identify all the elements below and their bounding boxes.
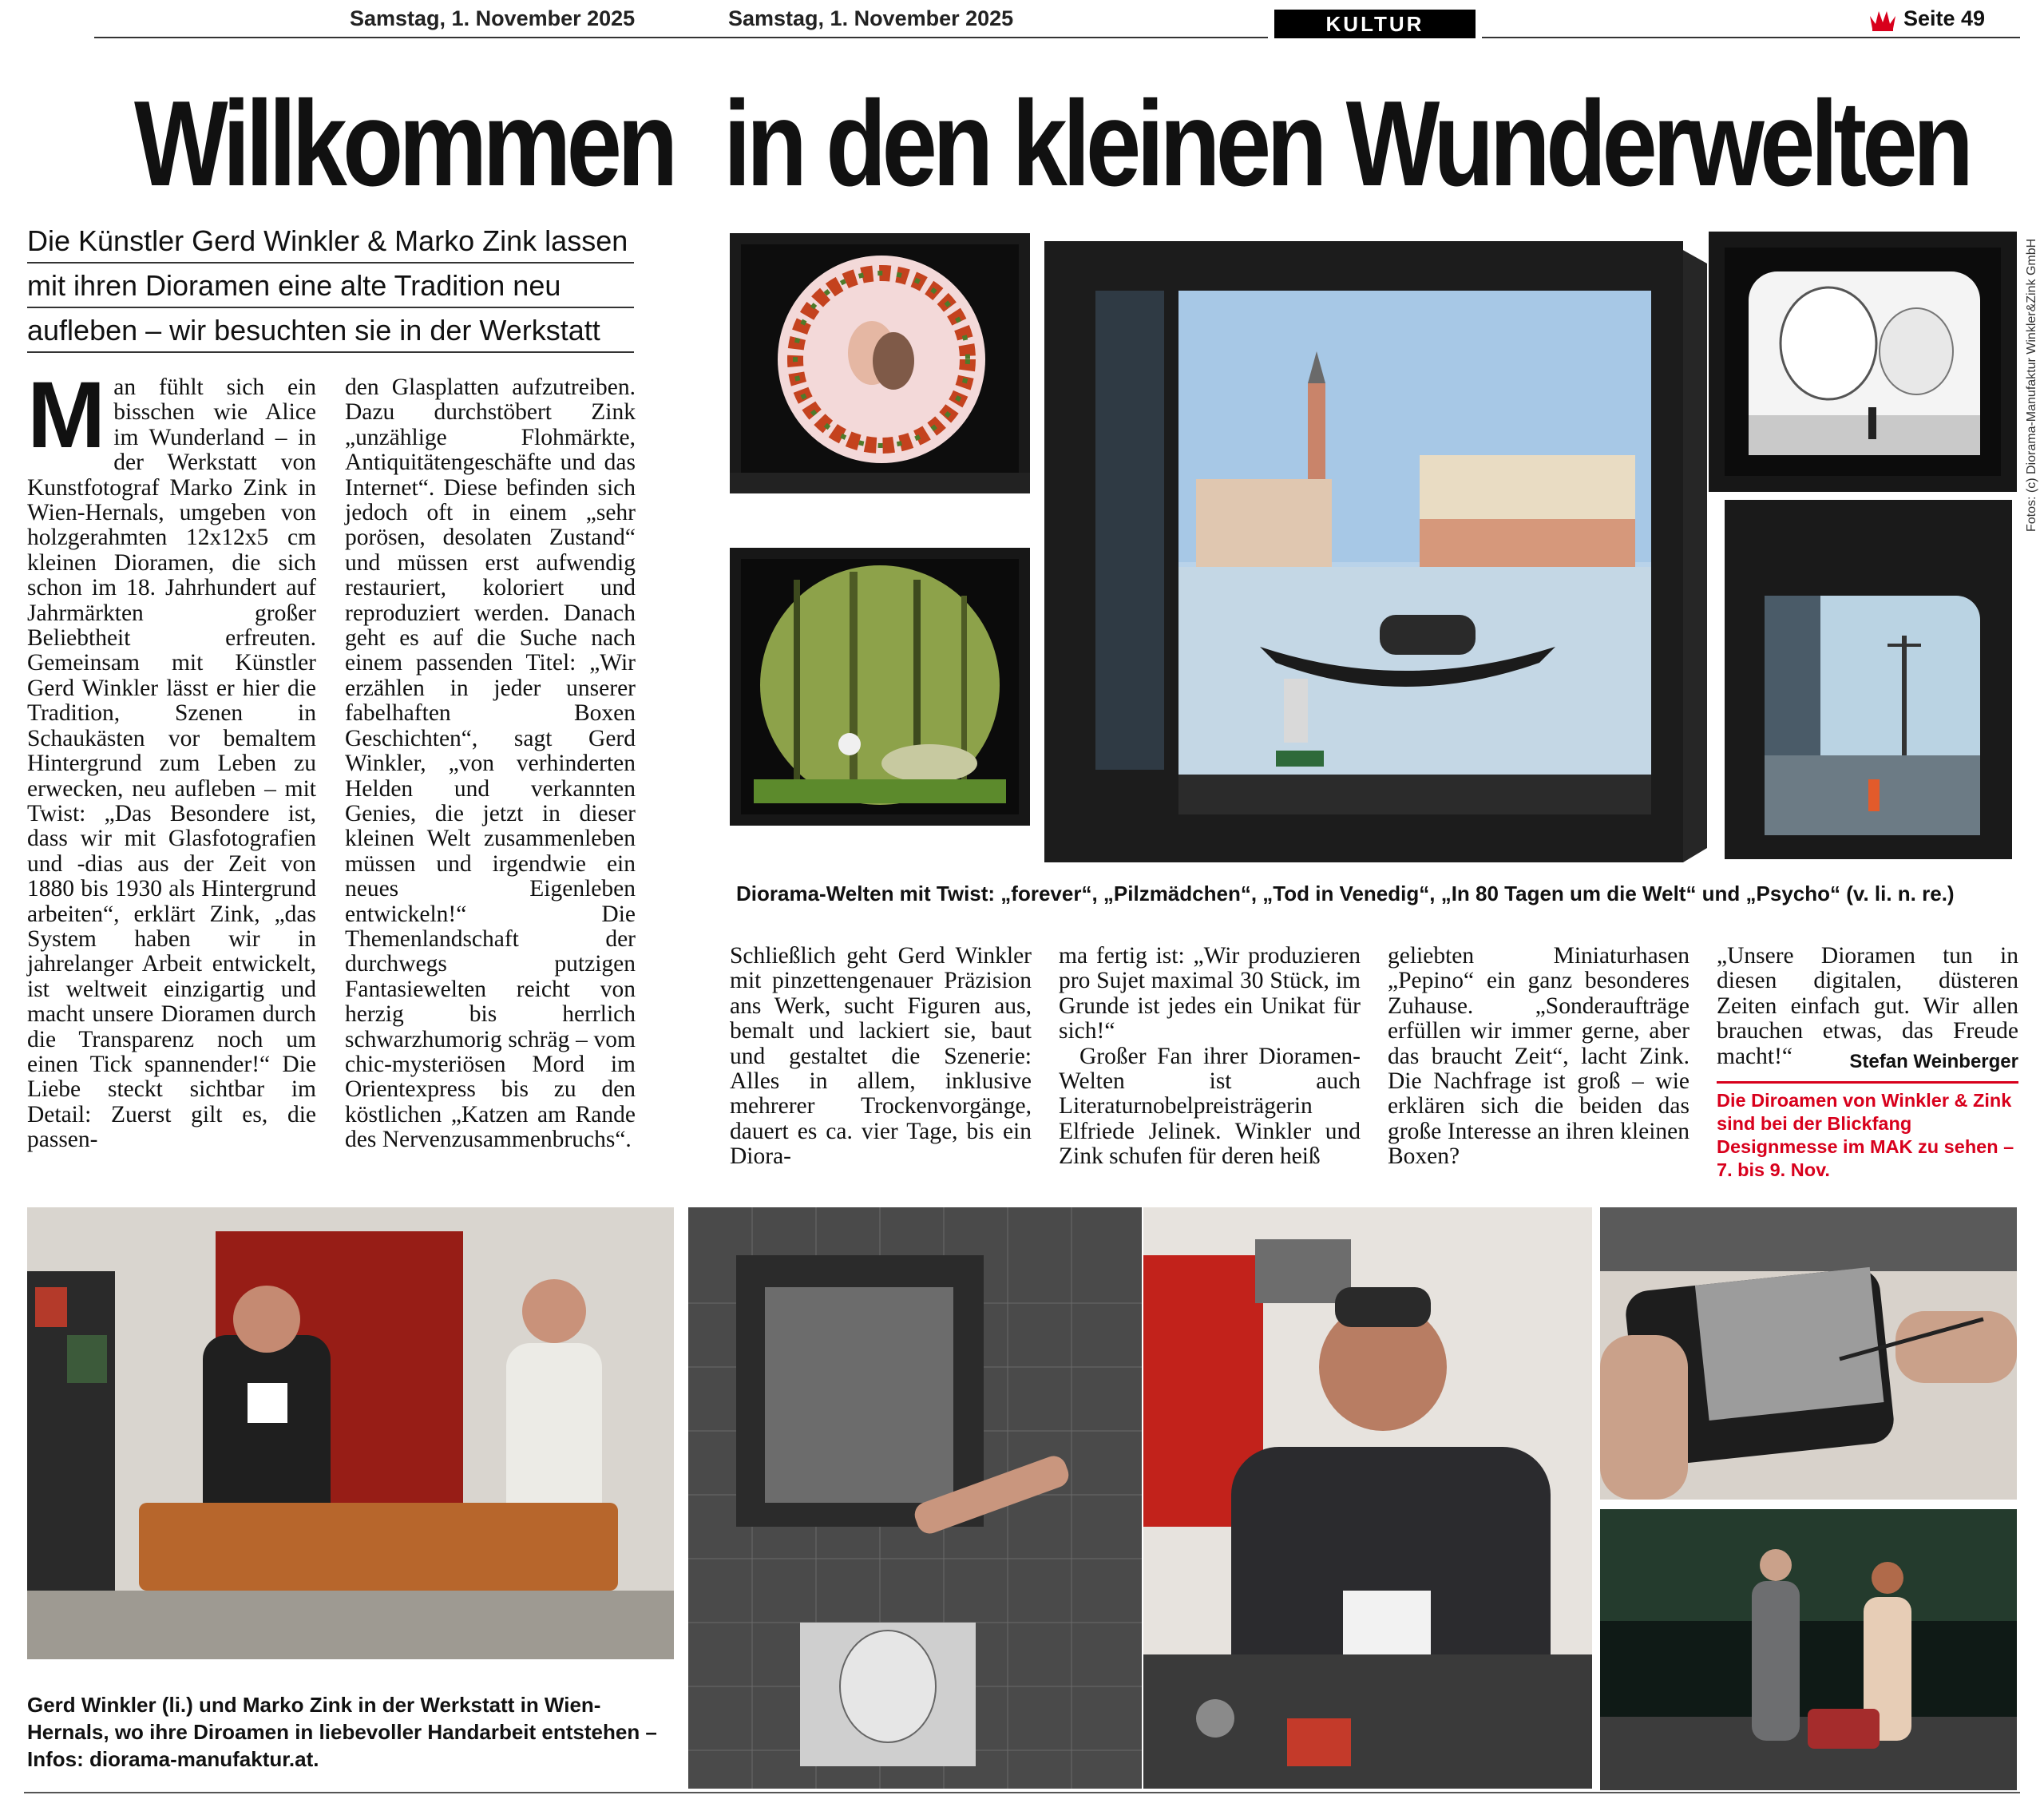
column-text: ma fertig ist: „Wir produzieren pro Sujet maximal 30 Stück, im Grunde ist jedes ein Unikat für sich!“	[1059, 943, 1361, 1044]
column-text: Großer Fan ihrer Dioramen-Welten ist auch Literaturnobelpreisträgerin Elfriede Jelinek. Winkler und Zink schufen für deren heiß	[1059, 1043, 1361, 1170]
headline-part2: in den kleinen Wunderwelten	[723, 76, 1970, 212]
photo-diorama-pilzmaedchen	[730, 548, 1030, 826]
column-text: geliebten Miniaturhasen „Pepino“ ein ganz besonderes Zuhause. „Sonderaufträge erfüllen wir immer gerne, aber das braucht Zeit“, lacht Zink. Die Nachfrage ist groß – wie erklären sich die beiden das große Interesse an ihren kleinen Boxen?	[1388, 943, 1689, 1170]
photo-credit: Fotos: (c) Diorama-Manufaktur Winkler&Zink GmbH	[2025, 238, 2038, 532]
caption-dioramas: Diorama-Welten mit Twist: „forever“, „Pilzmädchen“, „Tod in Venedig“, „In 80 Tagen um die Welt“ und „Psycho“ (v. li. n. re.)	[736, 882, 1955, 905]
crown-icon	[1868, 8, 1897, 32]
subheadline	[27, 220, 634, 356]
photo-workshop-artists	[27, 1207, 674, 1659]
subheadline-line: mit ihren Dioramen eine alte Tradition neu	[27, 265, 634, 308]
headline-part1: Willkommen	[134, 76, 674, 212]
event-info: Die Diroamen von Winkler & Zink sind bei der Blickfang Designmesse im MAK zu sehen – 7. bis 9. Nov.	[1717, 1090, 2014, 1180]
article-column-4	[1059, 944, 1361, 1170]
photo-diorama-80-tagen	[1709, 232, 2017, 492]
photo-diorama-tod-in-venedig	[1044, 232, 1707, 862]
article-column-6	[1717, 944, 2018, 1074]
header-date-left: Samstag, 1. November 2025	[350, 6, 636, 30]
photo-workshop-figures	[1600, 1509, 2017, 1790]
section-label: KULTUR	[1274, 10, 1476, 38]
article-column-5	[1388, 944, 1689, 1170]
photo-workshop-tweezers	[688, 1207, 1142, 1789]
photo-diorama-psycho	[1717, 492, 2017, 864]
drop-cap: M	[27, 363, 106, 468]
article-column-1	[27, 363, 316, 1153]
photo-workshop-painting	[1600, 1207, 2017, 1500]
column-text: Schließlich geht Gerd Winkler mit pinzettengenauer Präzision ans Werk, sucht Figuren aus, bemalt und lackiert sie, baut und gestaltet die Szenerie: Alles in allem, inklusive mehrerer Trockenvorgänge, dauert es ca. vier Tage, bis ein Diora-	[730, 943, 1032, 1170]
info-rule	[1717, 1081, 2018, 1084]
column-text: an fühlt sich ein bisschen wie Alice im Wunderland – in der Werkstatt von Kunstfotograf Marko Zink in Wien-Hernals, umgeben von holzgerahmten 12x12x5 cm kleinen Dioramen, die sich schon im 18. Jahrhundert auf Jahrmärkten großer Beliebtheit erfreuten. Gemeinsam mit Künstler Gerd Winkler lässt er hier die Tradition, Szenen in Schaukästen vor bemaltem Hintergrund zum Leben zu erwecken, neu aufleben – mit Twist: „Das Besondere ist, dass wir mit Glasfotografien und -dias aus der Zeit von 1880 bis 1930 als Hintergrund arbeiten“, erklärt Zink, „das System haben wir in jahrelanger Arbeit entwickelt, ist weltweit einzigartig und macht unsere Dioramen durch die Transparenz noch um einen Tick spannender!“ Die Liebe steckt sichtbar im Detail: Zuerst gilt es, die passen-	[27, 374, 316, 1153]
bottom-rule	[24, 1792, 2020, 1793]
subheadline-line: aufleben – wir besuchten sie in der Werkstatt	[27, 310, 634, 353]
author-signature: Stefan Weinberger	[1849, 1050, 2018, 1072]
header-rule-left	[94, 37, 1268, 38]
photo-diorama-forever	[730, 233, 1030, 493]
photo-workshop-marko	[1143, 1207, 1592, 1789]
page-number: Seite 49	[1903, 6, 1986, 30]
article-column-2	[345, 375, 636, 1153]
header-date-center: Samstag, 1. November 2025	[728, 6, 1014, 30]
column-text: den Glasplatten aufzutreiben. Dazu durchstöbert Zink „unzählige Flohmärkte, Antiquitätengeschäfte und das Internet“. Diese befinden sich jedoch oft in einem „sehr porösen, desolaten Zustand“ und müssen erst aufwendig restauriert, koloriert und reproduziert werden. Danach geht es auf die Suche nach einem passenden Titel: „Wir erzählen in jeder unserer fabelhaften Boxen Geschichten“, sagt Gerd Winkler, „von verhinderten Helden und verkannten Genies, die jetzt in dieser kleinen Welt zusammenleben müssen und irgendwie ein neues Eigenleben entwickeln!“ Die Themenlandschaft der durchwegs putzigen Fantasiewelten reicht von herzig bis herrlich schwarzhumorig schräg – vom chic-mysteriösen Mord im Orientexpress bis zu den köstlichen „Katzen am Rande des Nervenzusammenbruchs“.	[345, 374, 636, 1153]
column-text: „Unsere Dioramen tun in diesen digitalen, düsteren Zeiten einfach gut. Wir allen brauchen etwas, das Freude macht!“	[1717, 943, 2018, 1069]
header-rule-right	[1482, 37, 2020, 38]
subheadline-line: Die Künstler Gerd Winkler & Marko Zink lassen	[27, 220, 634, 264]
caption-workshop: Gerd Winkler (li.) und Marko Zink in der Werkstatt in Wien-Hernals, wo ihre Diroamen in liebevoller Handarbeit entstehen – Infos: diorama-manufaktur.at.	[27, 1693, 657, 1771]
article-column-3	[730, 944, 1032, 1170]
